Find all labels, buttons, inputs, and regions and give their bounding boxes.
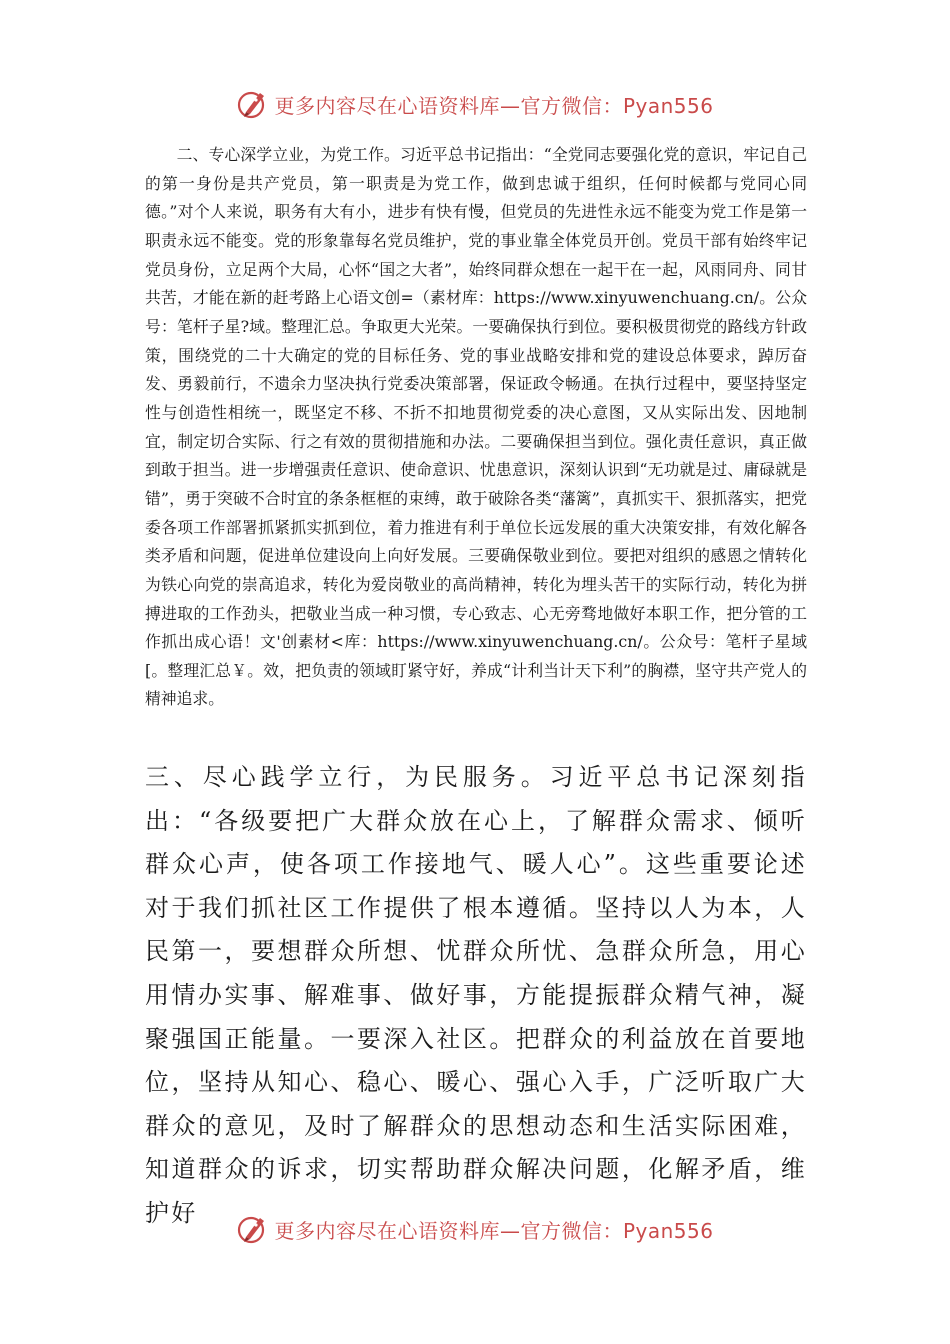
paragraph-section-two: 二、专心深学立业，为党工作。习近平总书记指出：“全党同志要强化党的意识，牢记自己的第一身份是共产党员，第一职责是为党工作，做到忠诚于组织，任何时候都与党同心同德。”对个人来说，职务有大有小，进步有快有慢，但党员的先进性永远不能变为党工作是第一职责永远不能变。党的形象靠每名党员维护，党的事业靠全体党员开创。党员干部有始终牢记党员身份，立足两个大局，心怀“国之大者”，始终同群众想在一起干在一起，风雨同舟、同甘共苦，才能在新的赶考路上心语文创=（素材库：https://www.xinyuwenchuang.cn/。公众号：笔杆子星?域。整理汇总。争取更大光荣。一要确保执行到位。要积极贯彻党的路线方针政策，围绕党的二十大确定的党的目标任务、党的事业战略安排和党的建设总体要求，踔厉奋发、勇毅前行，不遗余力坚决执行党委决策部署，保证政令畅通。在执行过程中，要坚持坚定性与创造性相统一，既坚定不移、不折不扣地贯彻党委的决心意图，又从实际出发、因地制宜，制定切合实际、行之有效的贯彻措施和办法。二要确保担当到位。强化责任意识，真正做到敢于担当。进一步增强责任意识、使命意识、忧患意识，深刻认识到“无功就是过、庸碌就是错”，勇于突破不合时宜的条条框框的束缚，敢于破除各类“藩篱”，真抓实干、狠抓落实，把党委各项工作部署抓紧抓实抓到位，着力推进有利于单位长远发展的重大决策安排，有效化解各类矛盾和问题，促进单位建设向上向好发展。三要确保敬业到位。要把对组织的感恩之情转化为铁心向党的崇高追求，转化为爱岗敬业的高尚精神，转化为埋头苦干的实际行动，转化为拼搏进取的工作劲头，把敬业当成一种习惯，专心致志、心无旁骛地做好本职工作，把分管的工作抓出成心语！文'创素材<库：https://www.xinyuwenchuang.cn/。公众号：笔杆子星域[。整理汇总￥。效，把负责的领域盯紧守好，养成“计利当计天下利”的胸襟，坚守共产党人的精神追求。 bbox=[145, 145, 807, 709]
header-banner-text: 更多内容尽在心语资料库—官方微信：Pyan556 bbox=[274, 93, 714, 118]
footer-banner bbox=[0, 1207, 950, 1251]
pen-nib-circle-icon bbox=[236, 1212, 270, 1246]
pen-nib-circle-icon bbox=[236, 87, 270, 121]
paragraph-section-three: 三、尽心践学立行，为民服务。习近平总书记深刻指出：“各级要把广大群众放在心上，了解群众需求、倾听群众心声，使各项工作接地气、暖人心”。这些重要论述对于我们抓社区工作提供了根本遵循。坚持以人为本，人民第一，要想群众所想、忧群众所忧、急群众所急，用心用情办实事、解难事、做好事，方能提振群众精气神，凝聚强国正能量。一要深入社区。把群众的利益放在首要地位，坚持从知心、稳心、暖心、强心入手，广泛听取广大群众的意见，及时了解群众的思想动态和生活实际困难，知道群众的诉求，切实帮助群众解决问题，化解矛盾，维护好 bbox=[145, 763, 807, 1227]
header-banner bbox=[0, 82, 950, 126]
footer-banner-text: 更多内容尽在心语资料库—官方微信：Pyan556 bbox=[274, 1218, 714, 1243]
